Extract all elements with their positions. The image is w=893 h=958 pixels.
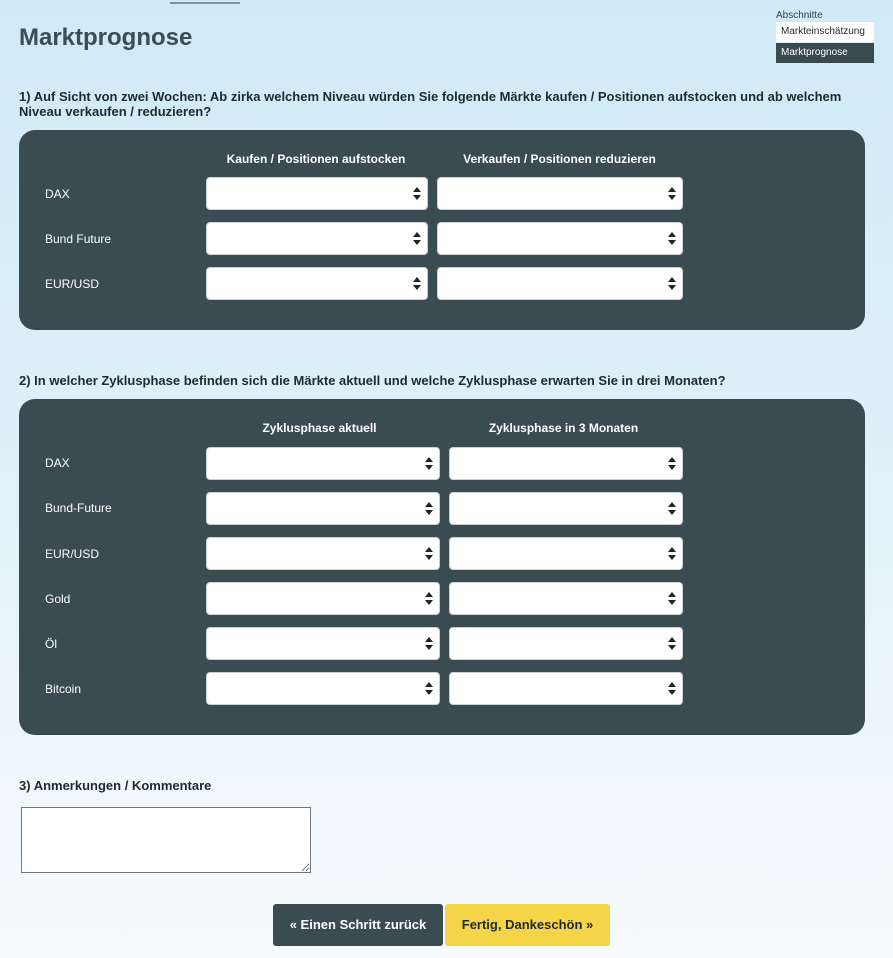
select-eurusd-buy[interactable] xyxy=(206,267,428,300)
top-cutoff-text xyxy=(170,0,240,4)
question-1-text: 1) Auf Sicht von zwei Wochen: Ab zirka welchem Niveau würden Sie folgende Märkte kaufen / Positionen aufstocken und ab welchem Niveau verkaufen / reduzieren? xyxy=(19,89,842,119)
select-arrows-icon xyxy=(668,232,676,246)
select-bund-future-sell[interactable] xyxy=(437,222,683,255)
section-link-markteinschaetzung[interactable]: Markteinschätzung xyxy=(776,22,874,42)
select-arrows-icon xyxy=(668,277,676,291)
column-header-future-phase: Zyklusphase in 3 Monaten xyxy=(488,421,639,435)
select-bitcoin-future[interactable] xyxy=(449,672,683,705)
select-arrows-icon xyxy=(425,502,433,516)
select-dax-sell[interactable] xyxy=(437,177,683,210)
select-eurusd-current[interactable] xyxy=(206,537,440,570)
column-header-current-phase: Zyklusphase aktuell xyxy=(262,421,377,435)
row-label-eurusd: EUR/USD xyxy=(45,277,100,291)
select-eurusd-future[interactable] xyxy=(449,537,683,570)
back-button[interactable]: « Einen Schritt zurück xyxy=(273,904,443,946)
select-arrows-icon xyxy=(668,547,676,561)
select-bund-future-future[interactable] xyxy=(449,492,683,525)
select-arrows-icon xyxy=(413,277,421,291)
select-bund-future-buy[interactable] xyxy=(206,222,428,255)
select-gold-current[interactable] xyxy=(206,582,440,615)
select-arrows-icon xyxy=(668,502,676,516)
column-header-buy: Kaufen / Positionen aufstocken xyxy=(226,152,406,166)
select-eurusd-sell[interactable] xyxy=(437,267,683,300)
select-arrows-icon xyxy=(668,682,676,696)
select-arrows-icon xyxy=(413,187,421,201)
select-dax-future[interactable] xyxy=(449,447,683,480)
select-arrows-icon xyxy=(425,457,433,471)
question-1-panel xyxy=(19,130,865,330)
row-label-bitcoin: Bitcoin xyxy=(45,682,82,696)
select-arrows-icon xyxy=(425,592,433,606)
question-2-text: 2) In welcher Zyklusphase befinden sich die Märkte aktuell und welche Zyklusphase erwarten Sie in drei Monaten? xyxy=(19,373,726,388)
select-arrows-icon xyxy=(413,232,421,246)
select-arrows-icon xyxy=(668,457,676,471)
select-oil-future[interactable] xyxy=(449,627,683,660)
comments-textarea[interactable] xyxy=(21,807,311,873)
select-arrows-icon xyxy=(425,682,433,696)
row-label-eurusd: EUR/USD xyxy=(45,547,100,561)
select-arrows-icon xyxy=(425,547,433,561)
select-dax-buy[interactable] xyxy=(206,177,428,210)
sections-label: Abschnitte xyxy=(776,10,823,21)
column-header-sell: Verkaufen / Positionen reduzieren xyxy=(463,152,656,166)
section-link-marktprognose[interactable]: Marktprognose xyxy=(776,43,874,63)
sections-nav xyxy=(776,10,874,63)
row-label-bund-future: Bund-Future xyxy=(45,501,112,515)
select-arrows-icon xyxy=(425,637,433,651)
row-label-dax: DAX xyxy=(45,456,70,470)
finish-button[interactable]: Fertig, Dankeschön » xyxy=(445,904,610,946)
select-arrows-icon xyxy=(668,187,676,201)
select-bund-future-current[interactable] xyxy=(206,492,440,525)
select-arrows-icon xyxy=(668,592,676,606)
select-bitcoin-current[interactable] xyxy=(206,672,440,705)
select-arrows-icon xyxy=(668,637,676,651)
select-dax-current[interactable] xyxy=(206,447,440,480)
row-label-oil: Öl xyxy=(45,637,57,651)
page-title: Marktprognose xyxy=(19,24,193,51)
question-2-panel xyxy=(19,399,865,735)
row-label-gold: Gold xyxy=(45,592,71,606)
select-gold-future[interactable] xyxy=(449,582,683,615)
question-3-text: 3) Anmerkungen / Kommentare xyxy=(19,778,212,793)
row-label-dax: DAX xyxy=(45,187,70,201)
select-oil-current[interactable] xyxy=(206,627,440,660)
row-label-bund-future: Bund Future xyxy=(45,232,112,246)
